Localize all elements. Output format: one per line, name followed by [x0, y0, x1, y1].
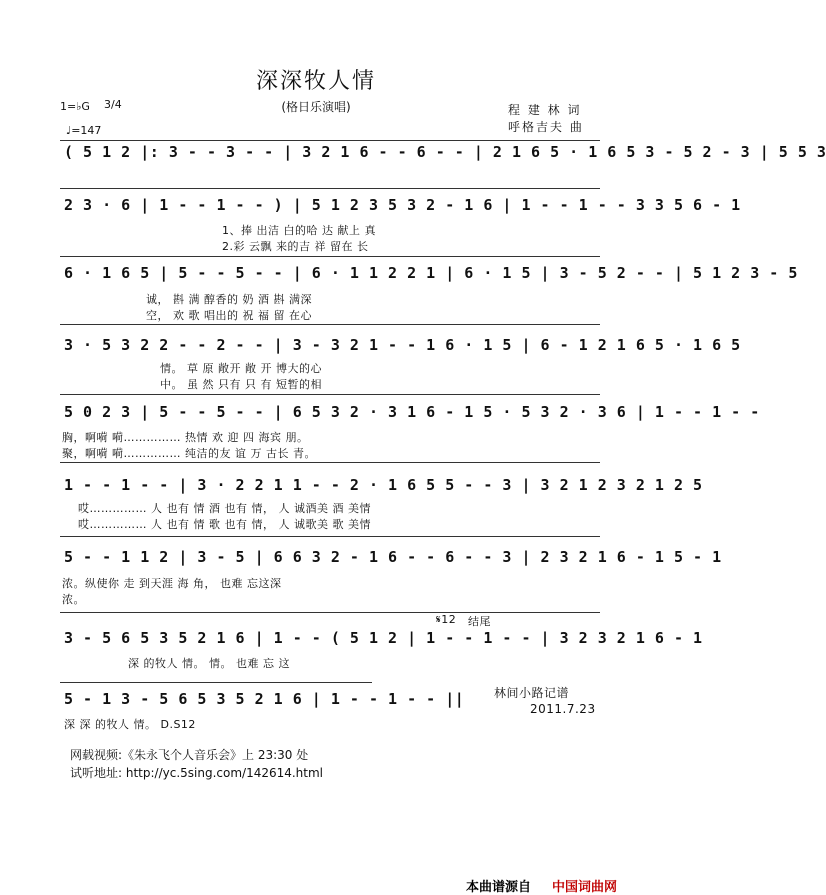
listen-link[interactable]: 试听地址: http://yc.5sing.com/142614.html [70, 766, 324, 780]
row-notes: 5 0 2 3 | 5 - - 5 - - | 6 5 3 2 · 3 1 6 - 1 5 · 5 3 2 · 3 6 | 1 - - 1 - - [64, 403, 760, 421]
watermark-source-label: 本曲谱源自 [466, 880, 532, 895]
row-lyrics-verse2: 2.彩 云飘 来的吉 祥 留在 长 [222, 240, 369, 253]
transcription-date: 2011.7.23 [530, 702, 596, 716]
key-signature: 1=♭G [60, 100, 90, 113]
row-lyrics-verse2: 空， 欢 歌 唱出的 祝 福 留 在心 [146, 309, 312, 322]
row-notes: 3 · 5 3 2 2 - - 2 - - | 3 - 3 2 1 - - 1 6 · 1 5 | 6 - 1 2 1 6 5 · 1 6 5 [64, 336, 741, 354]
row-lyrics-verse1: 深 深 的牧人 情。 D.S12 [64, 718, 196, 731]
segno-marker: 𝄋12 [436, 613, 457, 626]
page-subtitle: (格日乐演唱) [281, 100, 351, 114]
row-lyrics-verse1: 情。 草 原 敞开 敞 开 博大的心 [160, 362, 322, 375]
row-lyrics-verse1: 胸，啊嗬 嗬…………… 热情 欢 迎 四 海宾 朋。 [62, 431, 309, 444]
row-lyrics-verse2: 哎…………… 人 也有 情 歌 也有 情， 人 诚歌美 歌 美情 [78, 518, 371, 531]
row-notes: 6 · 1 6 5 | 5 - - 5 - - | 6 · 1 1 2 2 1 | 6 · 1 5 | 3 - 5 2 - - | 5 1 2 3 - 5 [64, 264, 798, 282]
row-notes: 3 - 5 6 5 3 5 2 1 6 | 1 - - ( 5 1 2 | 1 - - 1 - - | 3 2 3 2 1 6 - 1 [64, 629, 703, 647]
watermark-site-logo[interactable]: 中国词曲网 [552, 880, 618, 895]
row-notes: 2 3 · 6 | 1 - - 1 - - ) | 5 1 2 3 5 3 2 - 1 6 | 1 - - 1 - - 3 3 5 6 - 1 [64, 196, 741, 214]
time-signature: 3/4 [104, 98, 122, 111]
row-lyrics-verse2: 浓。 [62, 593, 85, 606]
video-source-note: 网载视频:《朱永飞个人音乐会》上 23:30 处 [70, 748, 309, 762]
row-lyrics-verse2: 聚，啊嗬 嗬…………… 纯洁的友 谊 万 古长 青。 [62, 447, 316, 460]
row-notes: ( 5 1 2 |: 3 - - 3 - - | 3 2 1 6 - - 6 - - | 2 1 6 5 · 1 6 5 3 - 5 2 - 3 | 5 5 3 [64, 143, 826, 161]
transcriber-credit: 林间小路记谱 [494, 686, 570, 700]
row-lyrics-verse1: 1、捧 出洁 白的哈 达 献上 真 [222, 224, 376, 237]
row-lyrics-verse1: 浓。纵使你 走 到天涯 海 角， 也难 忘这深 [62, 577, 282, 590]
composer-credit: 呼格吉夫 曲 [508, 120, 584, 134]
lyricist-credit: 程 建 林 词 [508, 103, 582, 117]
tempo-marking: ♩=147 [66, 124, 102, 137]
ending-marker: 结尾 [468, 615, 491, 628]
row-notes: 1 - - 1 - - | 3 · 2 2 1 1 - - 2 · 1 6 5 5 - - 3 | 3 2 1 2 3 2 1 2 5 [64, 476, 703, 494]
page-title: 深深牧人情 [255, 69, 376, 94]
row-notes: 5 - 1 3 - 5 6 5 3 5 2 1 6 | 1 - - 1 - - || [64, 690, 465, 708]
row-lyrics-verse1: 深 的牧人 情。 情。 也难 忘 这 [128, 657, 290, 670]
row-lyrics-verse1: 诚， 斟 满 醇香的 奶 酒 斟 满深 [146, 293, 312, 306]
row-lyrics-verse2: 中。 虽 然 只有 只 有 短暂的相 [160, 378, 322, 391]
row-lyrics-verse1: 哎…………… 人 也有 情 酒 也有 情， 人 诚酒美 酒 美情 [78, 502, 371, 515]
row-notes: 5 - - 1 1 2 | 3 - 5 | 6 6 3 2 - 1 6 - - 6 - - 3 | 2 3 2 1 6 - 1 5 - 1 [64, 548, 722, 566]
